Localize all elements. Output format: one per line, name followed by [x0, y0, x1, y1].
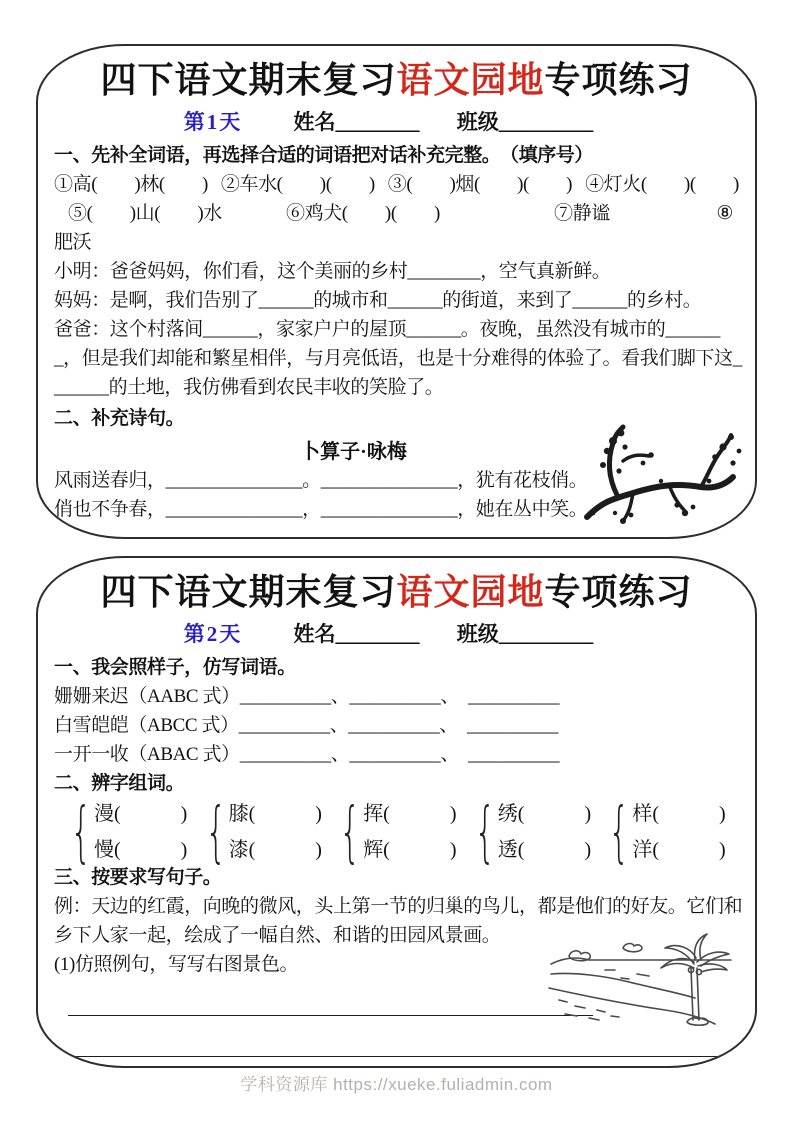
pair-group-1	[70, 793, 201, 870]
title-highlight: 语文园地	[396, 60, 545, 100]
character-pairs-row	[70, 793, 739, 870]
example-line-1: 例：天边的红霞，向晚的微风，头上第一节的归巢的鸟儿，都是他们的好友。它们和	[54, 896, 743, 918]
pair-group-4	[474, 793, 605, 870]
title-highlight: 语文园地	[396, 572, 545, 612]
section2-heading: 二、辨字组词。	[54, 773, 185, 794]
poem-title: 卜算子·咏梅	[300, 441, 407, 463]
pair-bottom: 透( )	[497, 838, 592, 861]
worksheet-title	[54, 570, 739, 615]
name-field: 姓名________	[293, 622, 420, 646]
dialogue-line-xiaoming: 小明：爸爸妈妈，你们看，这个美丽的乡村________，空气真新鲜。	[54, 261, 611, 282]
pair-bottom: 洋( )	[632, 838, 726, 861]
poem-line-2: 俏也不争春，_______________，_______________，她在丛中笑。	[54, 499, 588, 520]
word-item-2: ②车水( )( )	[220, 174, 375, 195]
left-brace-icon: {	[70, 793, 92, 870]
imitate-line-aabc: 姗姗来迟（AABC 式）__________、__________、 __________	[54, 686, 560, 707]
day-label: 第1天	[183, 110, 243, 134]
dialogue-line-mama: 妈妈：是啊，我们告别了______的城市和______的街道，来到了______的乡村。	[54, 290, 702, 311]
pair-group-2	[205, 793, 336, 870]
pair-bottom: 慢( )	[94, 838, 188, 861]
left-brace-icon: {	[608, 793, 630, 870]
pair-top: 绣( )	[497, 802, 592, 825]
pair-top: 挥( )	[363, 802, 457, 825]
imitate-line-abcc: 白雪皑皑（ABCC 式）__________、__________、 __________	[54, 715, 558, 736]
word-items-row1	[54, 170, 739, 199]
pair-bottom: 漆( )	[228, 838, 322, 861]
pair-group-5	[608, 793, 739, 870]
dialogue-line-cont1: _，但是我们却能和繁星相伴，与月亮低语，也是十分难得的体验了。看我们脚下这_	[54, 348, 742, 369]
worksheet-title	[54, 58, 739, 103]
word-item-5: ⑤( )山( )水	[68, 203, 222, 224]
left-brace-icon: {	[474, 793, 496, 870]
word-item-4: ④灯火( )( )	[585, 174, 739, 195]
title-post: 专项练习	[544, 572, 693, 612]
word-item-3: ③( )烟( )( )	[387, 174, 573, 195]
worksheet-panel-day1	[36, 44, 757, 539]
word-item-1: ①高( )林( )	[54, 174, 208, 195]
pair-top: 漫( )	[94, 802, 188, 825]
left-brace-icon: {	[205, 793, 227, 870]
watermark-footer: 学科资源库 https://xueke.fuliadmin.com	[240, 1075, 553, 1094]
pair-top: 样( )	[632, 802, 726, 825]
section2-heading: 二、补充诗句。	[54, 408, 185, 429]
class-field: 班级_________	[456, 622, 594, 646]
subtask-line: (1)仿照例句，写写右图景色。	[54, 954, 299, 976]
title-pre: 四下语文期末复习	[100, 60, 397, 100]
word-item-7: ⑦静谧	[554, 203, 610, 224]
answer-line-2	[68, 1056, 756, 1057]
answer-line-1	[68, 1015, 593, 1016]
section3-heading: 三、按要求写句子。	[54, 867, 222, 889]
panel-subheader	[54, 106, 739, 136]
day-label: 第2天	[183, 622, 243, 646]
dialogue-line-baba: 爸爸：这个村落间______，家家户户的屋顶______。夜晚，虽然没有城市的______	[54, 319, 721, 340]
class-field: 班级_________	[456, 110, 594, 134]
worksheet-panel-day2	[36, 556, 757, 1068]
imitate-line-abac: 一开一收（ABAC 式）__________、__________、 __________	[54, 744, 560, 765]
section1-heading: 一、先补全词语，再选择合适的词语把对话补充完整。 （填序号）	[54, 145, 594, 166]
title-pre: 四下语文期末复习	[100, 572, 397, 612]
word-items-row3: 肥沃	[54, 232, 92, 253]
pair-group-3	[339, 793, 470, 870]
pair-top: 膝( )	[228, 802, 322, 825]
word-item-6: ⑥鸡犬( )( )	[286, 203, 440, 224]
panel-subheader	[54, 618, 739, 648]
example-line-2: 乡下人家一起，绘成了一幅自然、和谐的田园风景画。	[54, 925, 501, 947]
dialogue-line-cont2: ______的土地，我仿佛看到农民丰收的笑脸了。	[54, 377, 444, 398]
name-field: 姓名________	[293, 110, 420, 134]
section1-heading: 一、我会照样子，仿写词语。	[54, 657, 296, 678]
word-items-row2	[54, 199, 739, 228]
pair-bottom: 辉( )	[363, 838, 457, 861]
title-post: 专项练习	[544, 60, 693, 100]
poem-line-1: 风雨送春归，_______________。_______________，犹有花枝俏。	[54, 470, 588, 491]
left-brace-icon: {	[339, 793, 361, 870]
word-item-8: ⑧	[716, 203, 733, 224]
